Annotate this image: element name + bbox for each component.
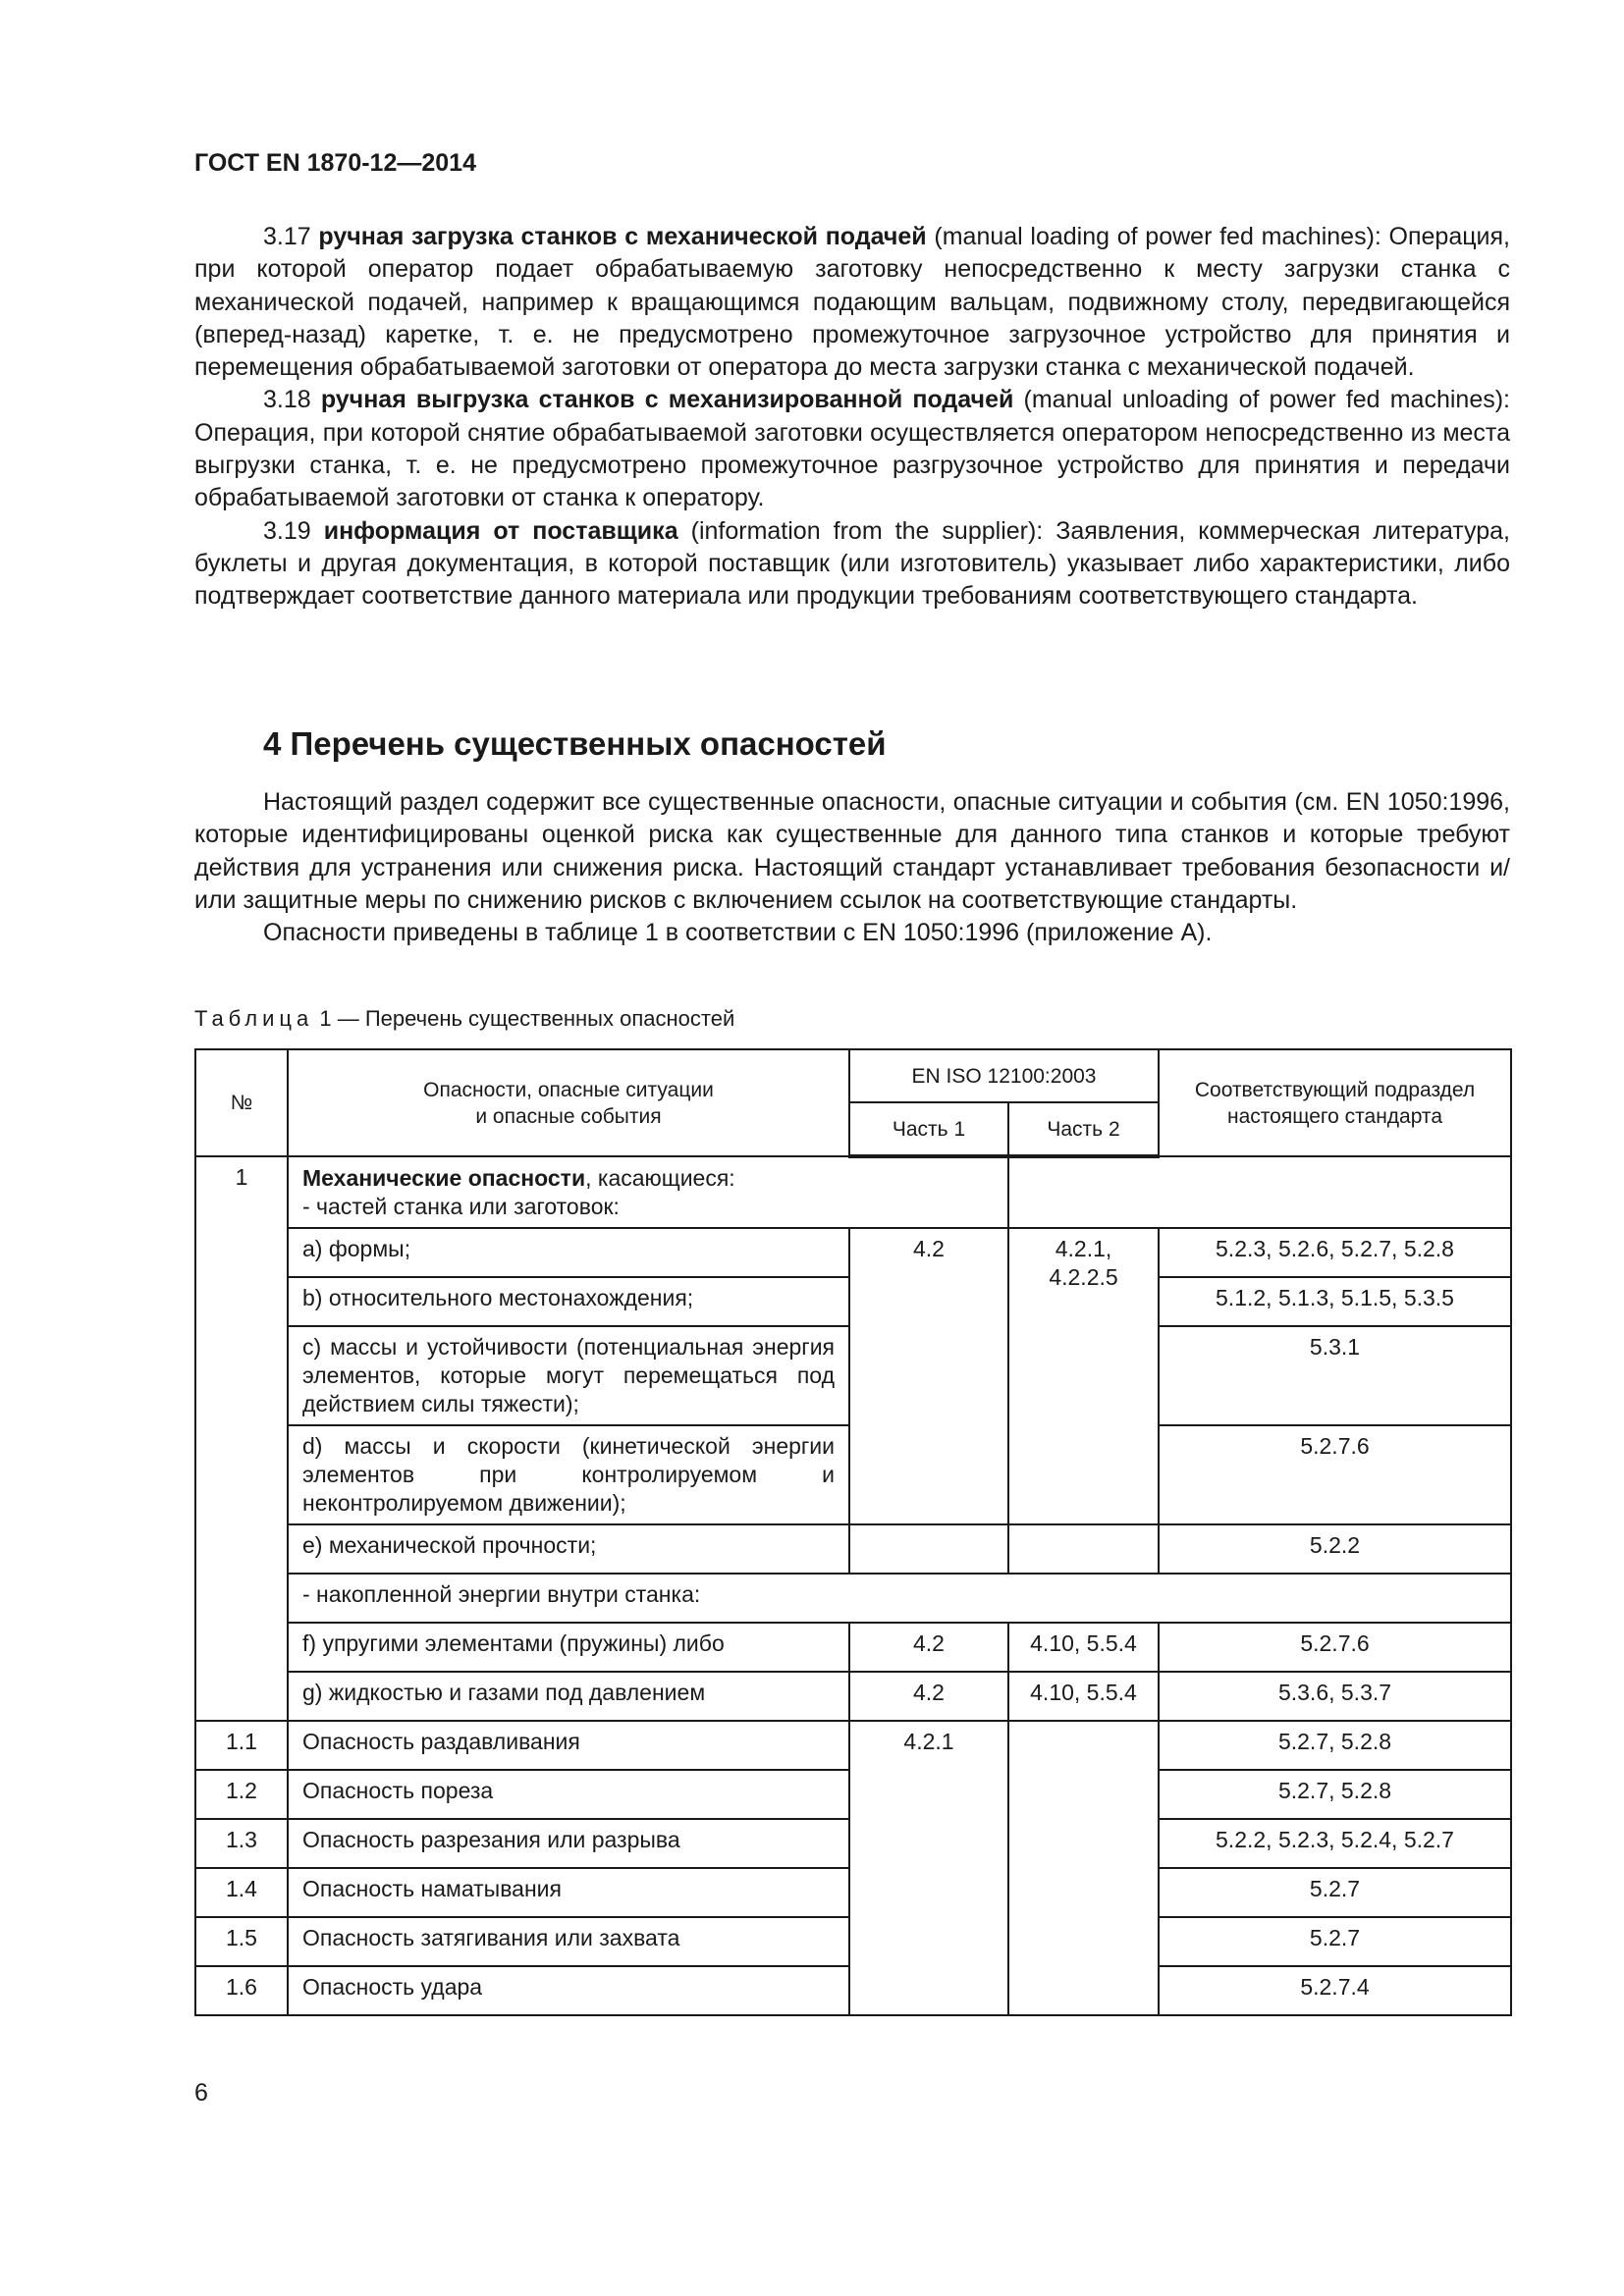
empty-cell [1008,1156,1511,1228]
subsection-cell: 5.2.7.4 [1159,1966,1511,2015]
hazard-cell: d) массы и скорости (кинетической энергии элементов при контролируемом и неконтролируемом движении); [288,1425,849,1524]
table-row [195,1574,1511,1623]
subsection-cell: 5.2.7.6 [1159,1623,1511,1672]
header-part1: Часть 1 [849,1102,1008,1156]
part2-cell: 4.10, 5.5.4 [1008,1623,1159,1672]
row-num: 1.2 [195,1770,288,1819]
hazard-cell: Опасность раздавливания [288,1721,849,1770]
hazard-cell: e) механической прочности; [288,1524,849,1574]
row-num: 1.6 [195,1966,288,2015]
subsection-cell: 5.2.2, 5.2.3, 5.2.4, 5.2.7 [1159,1819,1511,1868]
hazard-cell: f) упругими элементами (пружины) либо [288,1623,849,1672]
definition-3-19: 3.19 информация от поставщика (information from the supplier): Заявления, коммерческая литература, буклеты и другая документация, в которой поставщик (или изготовитель) указывает либо характеристики, либо подтверждает соответствие данного материала или продукции требованиям соответствующего стандарта. [194,516,1511,611]
definition-term: ручная загрузка станков с механической подачей [318,223,927,250]
stored-energy-heading: - накопленной энергии внутри станка: [288,1574,1511,1623]
definition-term: ручная выгрузка станков с механизированной подачей [320,386,1014,414]
table-row [195,1672,1511,1721]
part2-cell [1008,1721,1159,2015]
part2-cell: 4.2.1, 4.2.2.5 [1008,1228,1159,1524]
subsection-cell: 5.2.7, 5.2.8 [1159,1770,1511,1819]
row-num: 1.5 [195,1917,288,1966]
definitions-block [194,221,1510,614]
subsection-cell: 5.2.2 [1159,1524,1511,1574]
row-num: 1 [195,1156,288,1721]
section-intro [194,786,1510,949]
page-number: 6 [194,2079,208,2107]
table-row [195,1623,1511,1672]
header-hazards: Опасности, опасные ситуации и опасные события [288,1049,849,1156]
table-caption: Таблица 1 — Перечень существенных опасностей [194,1006,735,1031]
subsection-cell: 5.1.2, 5.1.3, 5.1.5, 5.3.5 [1159,1277,1511,1326]
subsection-cell: 5.2.3, 5.2.6, 5.2.7, 5.2.8 [1159,1228,1511,1277]
definition-3-17: 3.17 ручная загрузка станков с механической подачей (manual loading of power fed machines): Операция, при которой оператор подает обрабатываемую заготовку непосредственно к месту загрузки станка с механической подачей, например к вращающимся подающим вальцам, подвижному столу, передвигающейся (вперед-назад) каретке, т. е. не предусмотрено промежуточное загрузочное устройство для принятия и перемещения обрабатываемой заготовки от оператора до места загрузки станка с механической подачей. [194,223,1511,382]
subsection-cell: 5.2.7 [1159,1868,1511,1917]
paragraph: Настоящий раздел содержит все существенные опасности, опасные ситуации и события (см. EN 1050:1996, которые идентифицированы оценкой риска как существенные для данного типа станков и которые требуют действия для устранения или снижения риска. Настоящий стандарт устанавливает требования безопасности и/или защитные меры по снижению рисков с включением ссылок на соответствующие стандарты. [194,788,1510,914]
subsection-cell: 5.2.7.6 [1159,1425,1511,1524]
table-row [195,1721,1511,1770]
hazard-cell: Опасность разрезания или разрыва [288,1819,849,1868]
hazards-table [194,1048,1512,2016]
hazard-cell: Опасность наматывания [288,1868,849,1917]
row-num: 1.3 [195,1819,288,1868]
part1-cell: 4.2 [849,1672,1008,1721]
part1-cell: 4.2 [849,1623,1008,1672]
definition-term: информация от поставщика [323,516,678,545]
hazard-cell: Опасность удара [288,1966,849,2015]
part2-cell [1008,1524,1159,1574]
document-header: ГОСТ EN 1870-12—2014 [194,149,476,177]
subsection-cell: 5.2.7, 5.2.8 [1159,1721,1511,1770]
part1-cell [849,1524,1008,1574]
table-row [195,1524,1511,1574]
hazard-cell: c) массы и устойчивости (потенциальная энергия элементов, которые могут перемещаться под действием силы тяжести); [288,1326,849,1425]
hazard-cell: g) жидкостью и газами под давлением [288,1672,849,1721]
header-iso: EN ISO 12100:2003 [849,1049,1159,1102]
group-title: Механические опасности, касающиеся: - частей станка или заготовок: [288,1156,1008,1228]
row-num: 1.4 [195,1868,288,1917]
subsection-cell: 5.2.7 [1159,1917,1511,1966]
section-heading: 4 Перечень существенных опасностей [263,725,887,762]
paragraph: Опасности приведены в таблице 1 в соответствии с EN 1050:1996 (приложение А). [263,919,1213,947]
part1-cell: 4.2 [849,1228,1008,1524]
subsection-cell: 5.3.6, 5.3.7 [1159,1672,1511,1721]
table-row [195,1156,1511,1228]
part2-cell: 4.10, 5.5.4 [1008,1672,1159,1721]
definition-3-18: 3.18 ручная выгрузка станков с механизированной подачей (manual unloading of power fed machines): Операция, при которой снятие обрабатываемой заготовки осуществляется оператором непосредственно из места выгрузки станка, т. е. не предусмотрено промежуточное разгрузочное устройство для принятия и передачи обрабатываемой заготовки от станка к оператору. [194,386,1510,512]
subsection-cell: 5.3.1 [1159,1326,1511,1425]
header-num: № [195,1049,288,1156]
header-subsection: Соответствующий подраздел настоящего стандарта [1159,1049,1511,1156]
hazard-cell: b) относительного местонахождения; [288,1277,849,1326]
hazard-cell: Опасность пореза [288,1770,849,1819]
row-num: 1.1 [195,1721,288,1770]
hazard-cell: Опасность затягивания или захвата [288,1917,849,1966]
table-row [195,1228,1511,1277]
header-part2: Часть 2 [1008,1102,1159,1156]
part1-cell: 4.2.1 [849,1721,1008,2015]
hazard-cell: a) формы; [288,1228,849,1277]
